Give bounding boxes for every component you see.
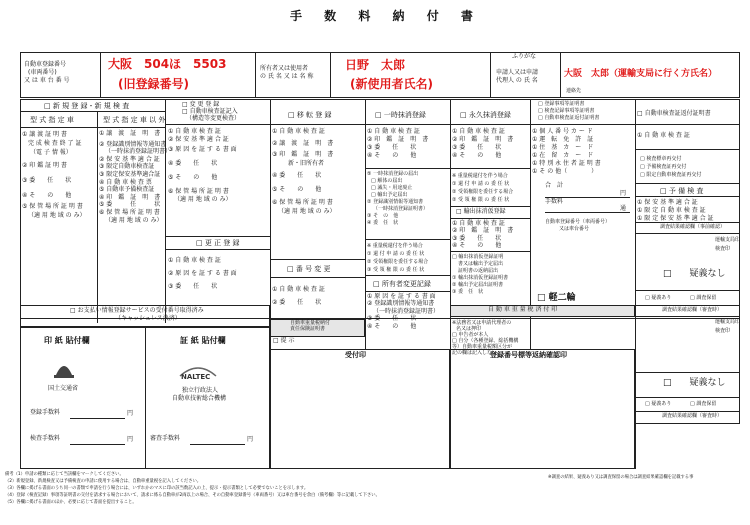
owner-name-note: (新使用者氏名) — [350, 77, 433, 91]
col5-refund-list: ※ 重量税還付を伴う場合 ① 還 付 申 請 の 委 任 状 ② 受領権限を委任する場合 ② 受 領 権 限 の 委 任 状 — [452, 173, 514, 203]
total-label: 合 計 — [545, 182, 564, 189]
applicant-label-2: 代理人 の 氏 名 — [496, 77, 538, 84]
cashless-note: （キャッシュレス決済） — [115, 315, 181, 322]
type-designated-heading: 型 式 指 定 車 — [30, 116, 74, 124]
hold-checkbox-2[interactable]: □ 調査保留 — [690, 401, 717, 407]
col4-owner-list: ① 原 因 を 証 す る 書 面 ② 登録識別情報等通知書 （一時抹消登録証明書） ③ 委 任 状 ④ そ の 他 — [367, 293, 440, 330]
col1-b-item: ⑤ 委 任 状 — [99, 201, 161, 209]
reception-stamp-label: 受付印 — [345, 351, 366, 359]
export-deletion-heading: □ 輸出抹消仮登録 — [456, 208, 506, 215]
col1-a-item: 完 成 検 査 終 了 証 — [28, 140, 82, 147]
review-check-heading-2: 調査結果確認欄（審査時） — [662, 413, 723, 419]
mlit-logo — [52, 355, 76, 381]
owner-name-value: 日野 太郎 — [345, 58, 406, 72]
owner-label-1: 所有者又は使用者 — [260, 65, 309, 72]
number-change-heading: □ 番 号 変 更 — [287, 265, 331, 273]
col1-a-item: ④ そ の 他 — [22, 192, 72, 199]
doubt-checkbox-2[interactable]: □ 疑義あり — [645, 401, 672, 407]
total-yen-unit: 円 — [620, 190, 627, 197]
stamp-label-3: 運輸支局印 — [715, 319, 741, 325]
present-checkbox[interactable]: □ 提 示 — [273, 337, 295, 344]
reg-label-2: (車両番号) — [28, 69, 57, 76]
pre-inspection-heading: □ 予 備 検 査 — [660, 187, 704, 195]
weight-tax-stamp-label: 自 動 車 重 量 税 済 付 印 — [488, 306, 558, 313]
col1-list-a — [22, 130, 86, 220]
stamp-label-4: 検査印 — [715, 328, 731, 334]
cert-return-heading: □ 自動車検査証返付証明書 — [637, 110, 711, 117]
certificate-heading: □ 登録事項等証明書 □ 検査記録事項等証明書 □ 自動車検査証返付証明書 — [538, 101, 600, 121]
plate-return-box — [450, 349, 635, 469]
col4-list: ① 自 動 車 検 査 証 ② 印 鑑 証 明 書 ③ 委 任 状 ④ そ の 他 — [367, 128, 429, 159]
vehicle-number-label: 自動車登録番号（車両番号） 又は車台番号 — [545, 219, 611, 232]
reg-fee-yen: 円 — [127, 410, 134, 417]
inspect-fee-yen: 円 — [127, 436, 134, 443]
prior-check-heading: 調査結果確認欄（事前確認） — [660, 224, 726, 230]
col5-list: ① 自 動 車 検 査 証 ② 印 鑑 証 明 書 ③ 委 任 状 ④ そ の 他 — [452, 128, 514, 159]
doubt-checkbox-1[interactable]: □ 疑義あり — [645, 295, 672, 301]
fee-label: 手数料 — [545, 198, 564, 205]
col2-change-list: ① 自 動 車 検 査 証 ② 原 因 を 証 す る 書 面 ③ 委 任 状 — [168, 257, 237, 290]
reg-label-3: 又 は 車 台 番 号 — [24, 77, 70, 84]
exam-fee-label: 審査手数料 — [150, 435, 181, 442]
transfer-registration-heading: □ 移 転 登 録 — [288, 111, 332, 119]
col3-number-list: ① 自 動 車 検 査 証 ② 委 任 状 — [272, 286, 325, 306]
col1-b-item: ③ 限定保安基準適合証 — [99, 170, 161, 178]
weight-tax-heading: 自動車重量税納付 責任保険証明書 — [290, 320, 331, 332]
agency-name: 独立行政法人 自動車技術総合機構 — [172, 387, 227, 402]
reg-label-1: 自動車登録番号 — [24, 61, 67, 68]
col1-b-item: ④ 自 動 車 検 査 票 — [99, 178, 152, 186]
col6-id-list: ① 個 人 番 号 カ ー ド ① 運 転 免 許 証 ① 住 基 カ ー ド ① 在 留 カ ー ド ① 特 別 永 住 者 証 明 書 ① そ の 他（ ） — [532, 128, 601, 175]
col1-b-item: ② 登録識別情報等通知書 — [99, 140, 167, 148]
motorcycle-checkbox[interactable]: □ 軽二輪 — [537, 293, 576, 303]
correction-registration-heading: □ 更 正 登 録 — [196, 239, 240, 247]
fee-unit: 通 — [620, 205, 627, 212]
weight-tax-notes: ※法務省又は申請代理者の 名又は押印 □ 申告者が本人 □ 自分（各種登録、総括機構 等）自動車重量税額区分が 記の欄は記入しない — [452, 320, 519, 356]
cashless-checkbox[interactable]: □ お支払い情報登録サービスの受付番号取得済み — [70, 307, 204, 314]
reg-number-note: (旧登録番号) — [118, 77, 189, 91]
cert-stamp-label: 証 紙 貼付欄 — [180, 336, 226, 345]
col1-a-item: ① 譲 渡 証 明 書 — [22, 131, 67, 138]
reception-stamp-box — [270, 349, 450, 469]
col1-b-item: ⑥ 保 管 場 所 証 明 書 — [99, 208, 160, 216]
stamp-label-2: 検査印 — [715, 246, 731, 252]
col1-list-b — [99, 130, 171, 224]
form-title: 手 数 料 納 付 書 — [290, 9, 482, 23]
col4-refund-list: ※ 重量税還付を伴う場合 ① 還 付 申 請 の 委 任 状 ② 受領権限を委任する場合 ③ 受 領 権 限 の 委 任 状 — [367, 243, 429, 273]
form-notes: 備考（1）申請の種類に応じて当該欄をマークしてください。 （2）新規登録、新規検査又は予備検査の申請に使用する場合は、自動車重量税を記入してください。 （3）各欄に掲げる書面のうち同一の書類で申請を行う場合には、いずれかのマスに印の該当数記入の上、提示・提示書類として必要でないことを示します。 （4）登録（検査記録）事項等証明書の交付を請求する場合において、請求に係る自動車が2両以上の場合、その自動車登録番号（車両番号）又は車台番号を余白（備考欄）等に記載して下さい。 （5）各欄に掲げる書面のほか、必要に応じて書面を提出すること。 — [5, 472, 380, 505]
perm-deletion-heading: □ 永久抹消登録 — [460, 111, 511, 119]
col1-b-item: ⑤ 自動車予備検査証 — [99, 186, 155, 194]
revenue-stamp-label: 印 紙 貼付欄 — [44, 336, 90, 345]
temp-deletion-heading: □ 一時抹消登録 — [375, 111, 426, 119]
col1-b-item: ④ 印 鑑 証 明 書 — [99, 193, 161, 201]
col1-a-item: （適 用 地 域 の み） — [28, 212, 86, 219]
non-designated-heading: 型 式 指 定 車 以 外 — [103, 116, 166, 124]
col1-b-item: ③ 限定自動車検査証 — [99, 163, 155, 171]
contact-label: 連絡先 — [566, 88, 582, 94]
col5-export-list: ① 自 動 車 検 査 証 ② 印 鑑 証 明 書 ③ 委 任 状 ④ そ の 他 — [452, 220, 514, 250]
exam-fee-yen: 円 — [247, 436, 254, 443]
owner-change-heading: □ 所有者変更記録 — [373, 280, 431, 288]
inspect-fee-label: 検査手数料 — [30, 435, 61, 442]
applicant-label-1: 申請人又は申請 — [496, 69, 539, 76]
review-check-heading: 調査結果確認欄（審査時） — [662, 307, 723, 313]
col2-list: ① 自 動 車 検 査 証 ② 保 安 基 準 適 合 証 ③ 原 因 を 証 す る 書 面 ④ 委 任 状 ⑤ そ の 他 ⑥ 保 管 場 所 証 明 書 （適 用 地 域 の み） — [168, 128, 237, 203]
reissue-checks: □ 検査標章再交付 □ 予備検査証再交付 □ 限定自動車検査証再交付 — [640, 156, 702, 178]
col1-a-item: ⑤ 保 管 場 所 証 明 書 — [22, 203, 83, 210]
applicant-name-value: 大阪 太郎（運輸支局に行く方氏名） — [564, 69, 718, 79]
ministry-label: 国土交通省 — [48, 385, 79, 392]
agency-logo-text: NALTEC — [181, 373, 211, 381]
owner-label-2: の 氏 名 又 は 名 称 — [260, 73, 314, 80]
col1-a-item: ③ 委 任 状 — [22, 177, 72, 184]
reg-number-value: 大阪 504ほ 5503 — [108, 57, 227, 71]
col3-list: ① 自 動 車 検 査 証 ② 譲 渡 証 明 書 ③ 印 鑑 証 明 書 新・旧所有者 ④ 委 任 状 ⑤ そ の 他 ⑥ 保 管 場 所 証 明 書 （適 用 地 域 の み） — [272, 128, 336, 215]
survey-note: ※調査の結果、疑義あり又は調査保留の場合は調査結果確認欄を記載する事 — [548, 475, 694, 480]
col1-a-item: （電 子 情 報） — [30, 149, 72, 156]
reg-fee-label: 登録手数料 — [30, 409, 61, 416]
col1-b-item: ② 保 安 基 準 適 合 証 — [99, 155, 160, 163]
col4-lost-list: ⑤ 一時抹消登録の届出 □ 解体の届出 □ 滅失・用途廃止 □ 輸出予定届出 ② 登録識別情報等通知書 （一時抹消登録証明書） ③ そ の 他 ④ 委 任 状 — [367, 171, 429, 226]
new-registration-heading: □ 新 規 登 録・新 規 検 査 — [44, 102, 130, 110]
col1-b-item: ① 譲 渡 証 明 書 — [99, 130, 161, 137]
stamp-label-1: 運輸支局印 — [715, 237, 741, 243]
plate-return-label: 登録番号標等返納確認印 — [490, 351, 567, 359]
hold-checkbox-1[interactable]: □ 調査保留 — [690, 295, 717, 301]
col1-b-item: （適 用 地 域 の み） — [105, 216, 163, 224]
furigana-label: ふりがな — [512, 53, 537, 60]
col1-a-item: ② 印 鑑 証 明 書 — [22, 162, 67, 169]
col1-b-item: （一時抹消登録証明書） — [105, 148, 172, 156]
no-doubt-checkbox-2[interactable]: □ 疑義なし — [663, 378, 726, 388]
pre-inspection-list: ① 保 安 基 準 適 合 証 ① 限 定 自 動 車 検 査 証 ① 限 定 保 安 基 準 適 合 証 — [637, 199, 714, 222]
change-registration-heading: □ 変 更 登 録 □ 自動車検査証記入 （構造等変更検査） — [182, 101, 241, 122]
col7-list: ① 自 動 車 検 査 証 — [637, 132, 690, 139]
col5-export2-list: □ 輸出抹消仮登録証明 書又は輸出予定届出 証明書の返納届出 ① 輸出抹消仮登録証明書 ② 輸出予定届出証明書 ③ 委 任 状 — [452, 254, 509, 295]
no-doubt-checkbox-1[interactable]: □ 疑義なし — [663, 269, 726, 279]
